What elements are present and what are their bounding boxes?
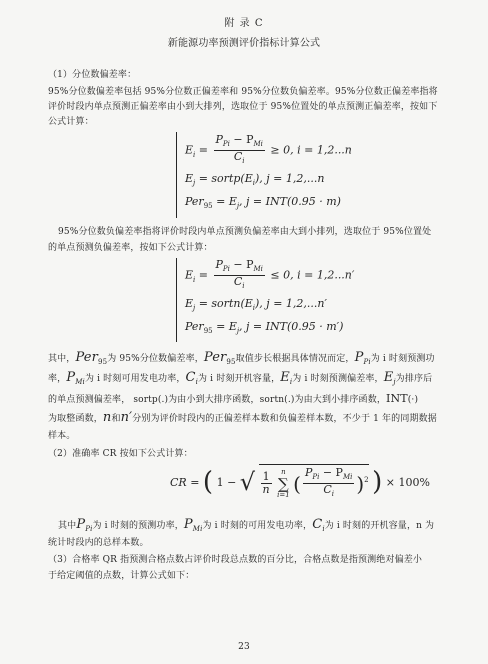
eq2-row2: $E_j$ = $sortn(E_i)$, j = 1,2,...n′ <box>185 297 327 313</box>
eq2-row3: $Per_{95} = E_j$, j = INT(0.95 · m′) <box>185 320 344 336</box>
cr-formula: CR = ( 1 − √ $\frac{1}{n}$ n ∑ i=1 ( $\frac{P_{Pi} - P_{Mi}}{C_i}$ )$^2$ ) × 100% <box>170 466 430 499</box>
definitions-line-5: 样本。 <box>48 431 76 441</box>
section-3-line-2: 于给定阈值的点数，计算公式如下： <box>48 571 195 581</box>
section-1-heading: （1）分位数偏差率： <box>48 70 137 80</box>
cr-definitions-line-2: 统计时段内的总样本数。 <box>48 538 149 548</box>
paragraph-line: 公式计算： <box>48 117 94 127</box>
paragraph-line: 评价时段内单点预测正偏差率由小到大排列，选取位于 95%位置处的单点预测正偏差率，按如下 <box>48 102 438 112</box>
page-number: 23 <box>238 642 250 652</box>
eq1-row2: $E_j$ = $sortp(E_i)$, j = 1,2,...n <box>185 172 325 188</box>
brace <box>176 258 177 342</box>
cr-definitions-line-1: 其中$P_{Pi}$为 i 时刻的预测功率，$P_{Mi}$为 i 时刻的可用发电功率，$C_i$为 i 时刻的开机容量，n 为 <box>58 517 435 533</box>
section-2-heading: （2）准确率 CR 按如下公式计算： <box>48 449 193 459</box>
appendix-label: 附 录 C <box>224 18 264 29</box>
paragraph-line: 95%分位数负偏差率指将评价时段内单点预测负偏差率由大到小排列，选取位于 95%位置处 <box>58 227 432 237</box>
paragraph-line: 的单点预测负偏差率，按如下公式计算： <box>48 243 213 253</box>
definitions-line-3: 的单点预测偏差率， sortp(.)为由小到大排序函数，sortn(.)为由大到小排序函数，INT(·) <box>48 392 419 405</box>
paragraph-line: 95%分位数偏差率包括 95%分位数正偏差率和 95%分位数负偏差率。95%分位数正偏差率指将 <box>48 87 438 97</box>
brace <box>176 132 177 218</box>
definitions-line-2: 率，$P_{Mi}$为 i 时刻可用发电功率，$C_i$为 i 时刻开机容量，$E_i$为 i 时刻预测偏差率，$E_j$为排序后 <box>48 370 433 386</box>
definitions-line-1: 其中，Per$_{95}$为 95%分位数偏差率，Per$_{95}$取值步长根据具体情况而定，$P_{Pi}$为 i 时刻预测功 <box>48 350 435 366</box>
definitions-line-4: 为取整函数，n和n′分别为评价时段内的正偏差样本数和负偏差样本数，不少于 1 年的同期数据 <box>48 410 437 425</box>
eq1-row3: $Per_{95} = E_j$, j = INT(0.95 · m) <box>185 195 341 211</box>
appendix-title: 新能源功率预测评价指标计算公式 <box>167 38 321 49</box>
eq2-row1: $E_i$ = $\frac{P_{Pi} - P_{Mi}}{C_i}$ ≤ 0, i = 1,2...n′ <box>185 258 355 291</box>
section-3-line-1: （3）合格率 QR 指预测合格点数占评价时段总点数的百分比，合格点数是指预测绝对偏差小 <box>48 555 423 565</box>
eq1-row1: $E_i$ = $\frac{P_{Pi} - P_{Mi}}{C_i}$ ≥ 0, i = 1,2...n <box>185 133 352 166</box>
